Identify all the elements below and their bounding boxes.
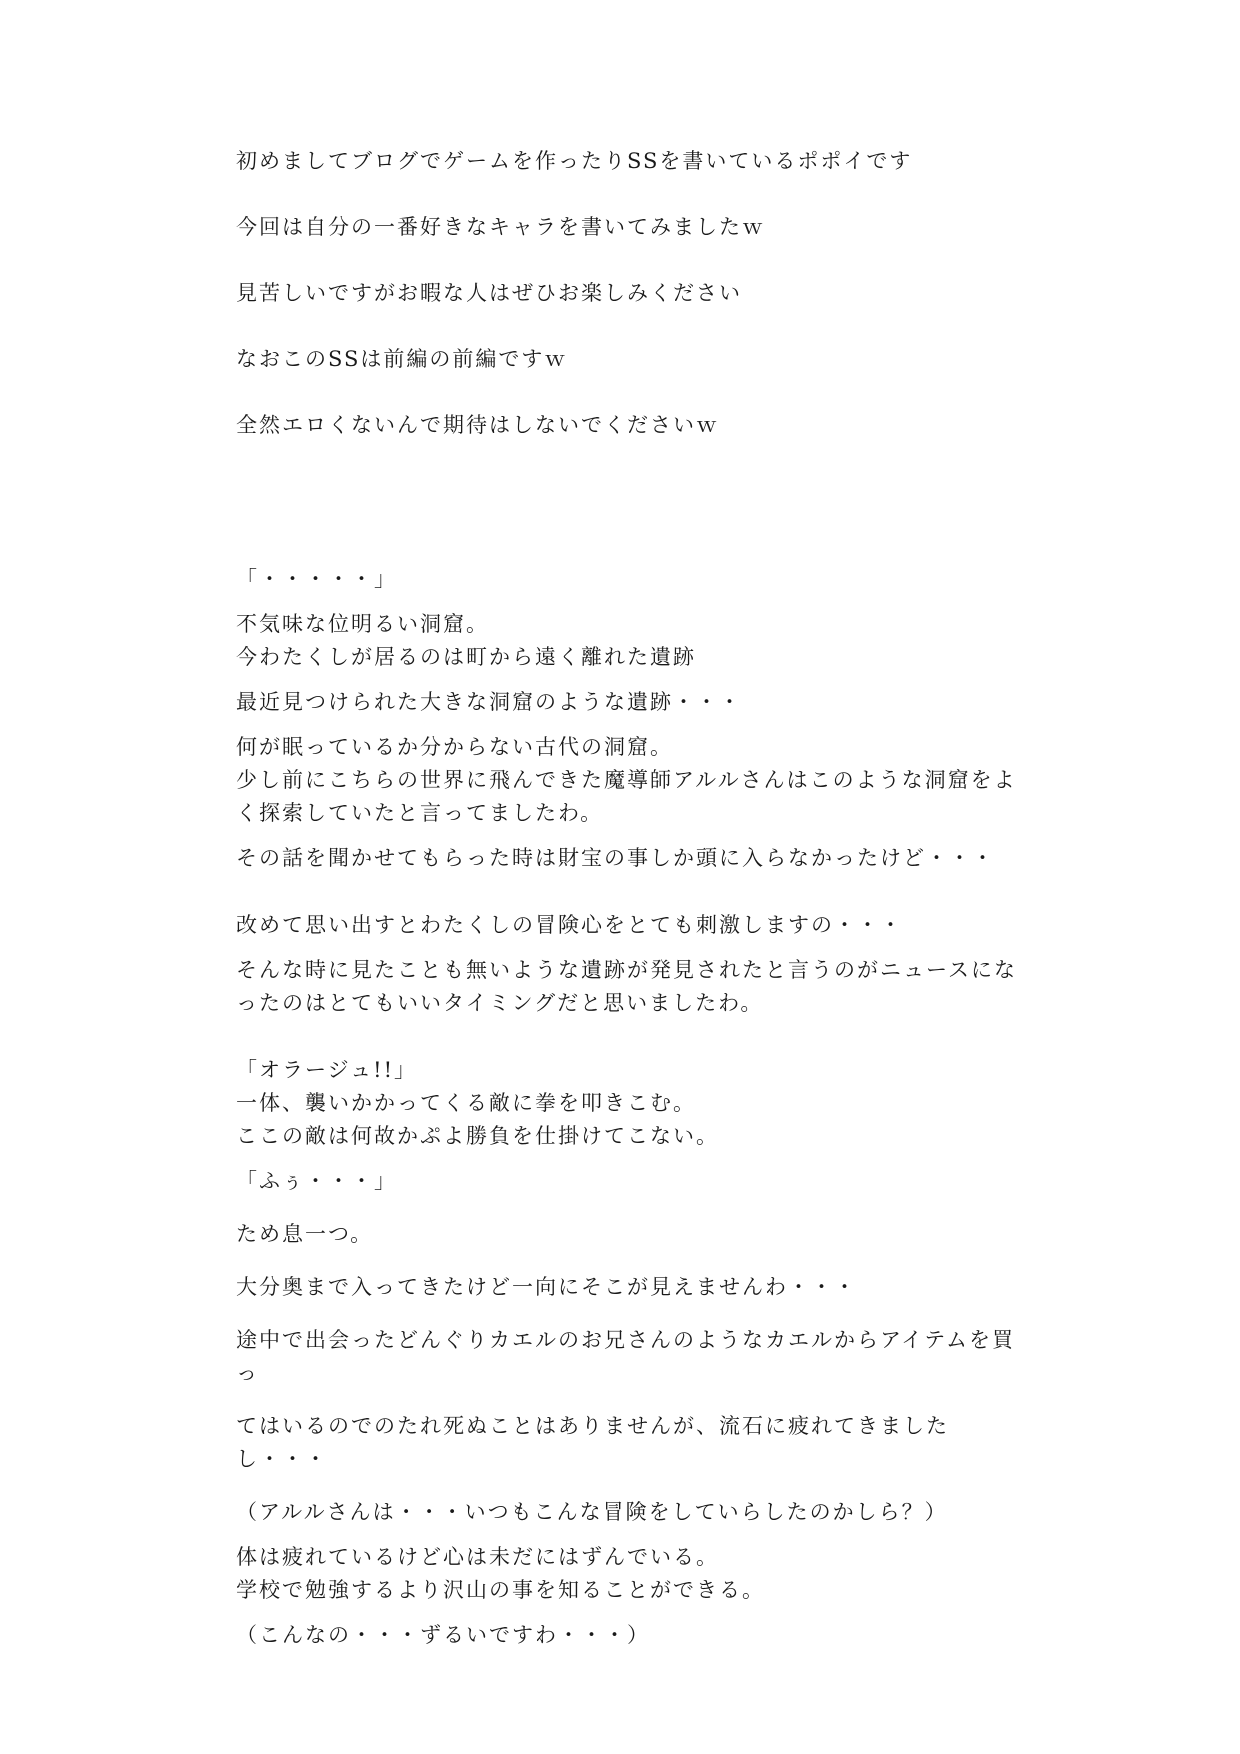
dialogue-line: 「ふぅ・・・」 — [236, 1169, 397, 1193]
narration-line: 何が眠っているか分からない古代の洞窟。 — [236, 735, 673, 759]
narration-line: 途中で出会ったどんぐりカエルのお兄さんのようなカエルからアイテムを買っ — [236, 1328, 1016, 1385]
dialogue-line: 「オラージュ!!」 — [236, 1058, 418, 1082]
dialogue-line: 「・・・・・」 — [236, 567, 397, 591]
preface-line: 見苦しいですがお暇な人はぜひお楽しみください — [236, 281, 742, 305]
narration-line: 学校で勉強するより沢山の事を知ることができる。 — [236, 1578, 765, 1602]
narration-paragraph: 少し前にこちらの世界に飛んできた魔導師アルルさんはこのような洞窟をよく探索していたと言ってましたわ。 — [236, 768, 1017, 825]
narration-line: 改めて思い出すとわたくしの冒険心をとても刺激しますの・・・ — [236, 913, 903, 937]
narration-line: 大分奥まで入ってきたけど一向にそこが見えませんわ・・・ — [236, 1275, 857, 1299]
inner-thought-line: （こんなの・・・ずるいですわ・・・） — [236, 1623, 650, 1647]
narration-line: 今わたくしが居るのは町から遠く離れた遺跡 — [236, 645, 696, 669]
narration-line: 一体、襲いかかってくる敵に拳を叩きこむ。 — [236, 1091, 696, 1115]
narration-line: ここの敵は何故かぷよ勝負を仕掛けてこない。 — [236, 1124, 719, 1148]
narration-line: てはいるのでのたれ死ぬことはありませんが、流石に疲れてきましたし・・・ — [236, 1414, 949, 1471]
preface-line: 初めましてブログでゲームを作ったりSSを書いているポポイです — [236, 149, 913, 173]
inner-thought-line: （アルルさんは・・・いつもこんな冒険をしていらしたのかしら？） — [236, 1500, 948, 1524]
preface-line: 全然エロくないんで期待はしないでくださいｗ — [236, 413, 719, 437]
narration-line: 体は疲れているけど心は未だにはずんでいる。 — [236, 1545, 719, 1569]
narration-line: ため息一つ。 — [236, 1222, 374, 1246]
preface-line: 今回は自分の一番好きなキャラを書いてみましたｗ — [236, 215, 765, 239]
narration-line: その話を聞かせてもらった時は財宝の事しか頭に入らなかったけど・・・ — [236, 846, 995, 870]
narration-paragraph: そんな時に見たことも無いような遺跡が発見されたと言うのがニュースになったのはとてもいいタイミングだと思いましたわ。 — [236, 958, 1017, 1015]
author-preface — [236, 150, 1056, 480]
narration-line: 不気味な位明るい洞窟。 — [236, 612, 489, 636]
preface-line: なおこのSSは前編の前編ですｗ — [236, 347, 568, 371]
story-body — [236, 563, 1026, 1652]
narration-line: 最近見つけられた大きな洞窟のような遺跡・・・ — [236, 690, 742, 714]
